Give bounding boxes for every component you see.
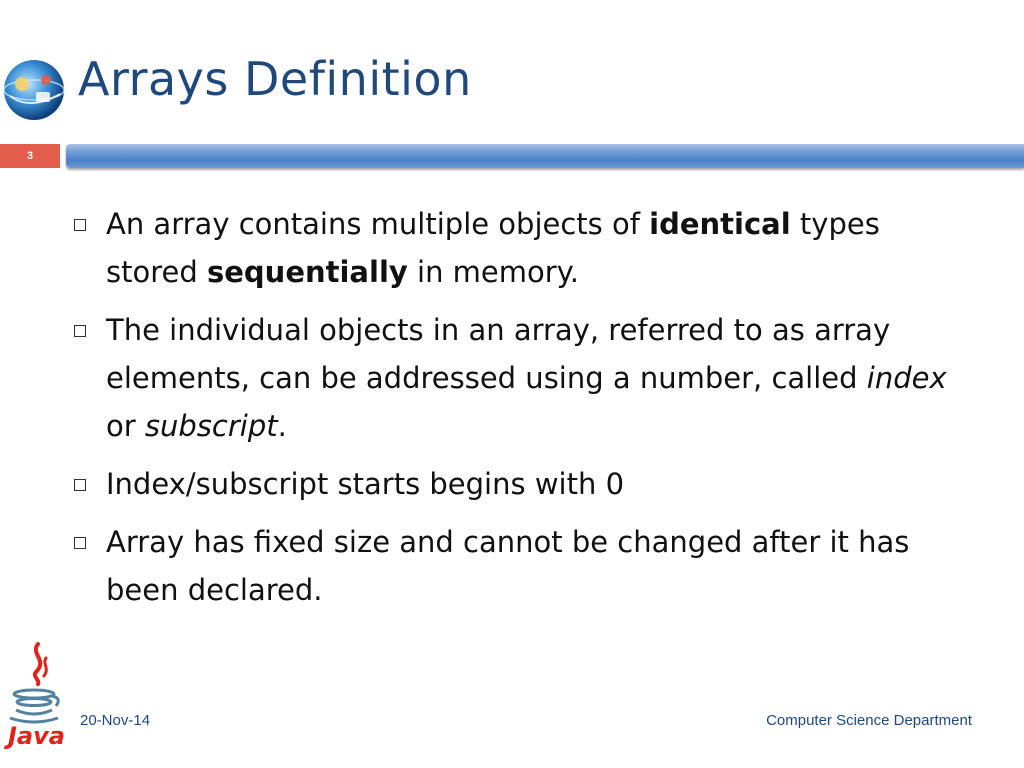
bullet-text: subscript: [144, 409, 278, 443]
globe-logo-icon: [0, 56, 70, 126]
bullet-text: identical: [649, 207, 791, 241]
bullet-text: types stored: [106, 207, 880, 289]
bullet-text: The individual objects in an array, referred to as array elements, can be addressed using a number, called: [106, 313, 891, 395]
bullet-text: in memory.: [407, 255, 579, 289]
title-divider-bar: [66, 144, 1024, 168]
footer-date: 20-Nov-14: [80, 712, 151, 729]
bullet-item: [72, 306, 972, 450]
bullet-text: Array has fixed size and cannot be changed after it has been declared.: [106, 525, 910, 607]
bullet-item: [72, 200, 972, 296]
square-bullet-icon: [74, 537, 86, 549]
bullet-text: Index/subscript starts begins with 0: [106, 467, 625, 501]
bullet-list: [72, 200, 972, 624]
footer-department: Computer Science Department: [766, 712, 972, 729]
slide-number: 3: [0, 144, 60, 168]
bullet-item: [72, 460, 972, 508]
bullet-text: index: [866, 361, 947, 395]
svg-text:Java: Java: [8, 722, 65, 750]
slide-title: Arrays Definition: [78, 52, 472, 106]
bullet-text: or: [106, 409, 145, 443]
square-bullet-icon: [74, 325, 86, 337]
bullet-item: [72, 518, 972, 614]
java-logo-icon: [4, 640, 68, 750]
square-bullet-icon: [74, 479, 86, 491]
square-bullet-icon: [74, 219, 86, 231]
bullet-text: sequentially: [206, 255, 408, 289]
bullet-text: An array contains multiple objects of: [106, 207, 650, 241]
bullet-text: .: [277, 409, 287, 443]
